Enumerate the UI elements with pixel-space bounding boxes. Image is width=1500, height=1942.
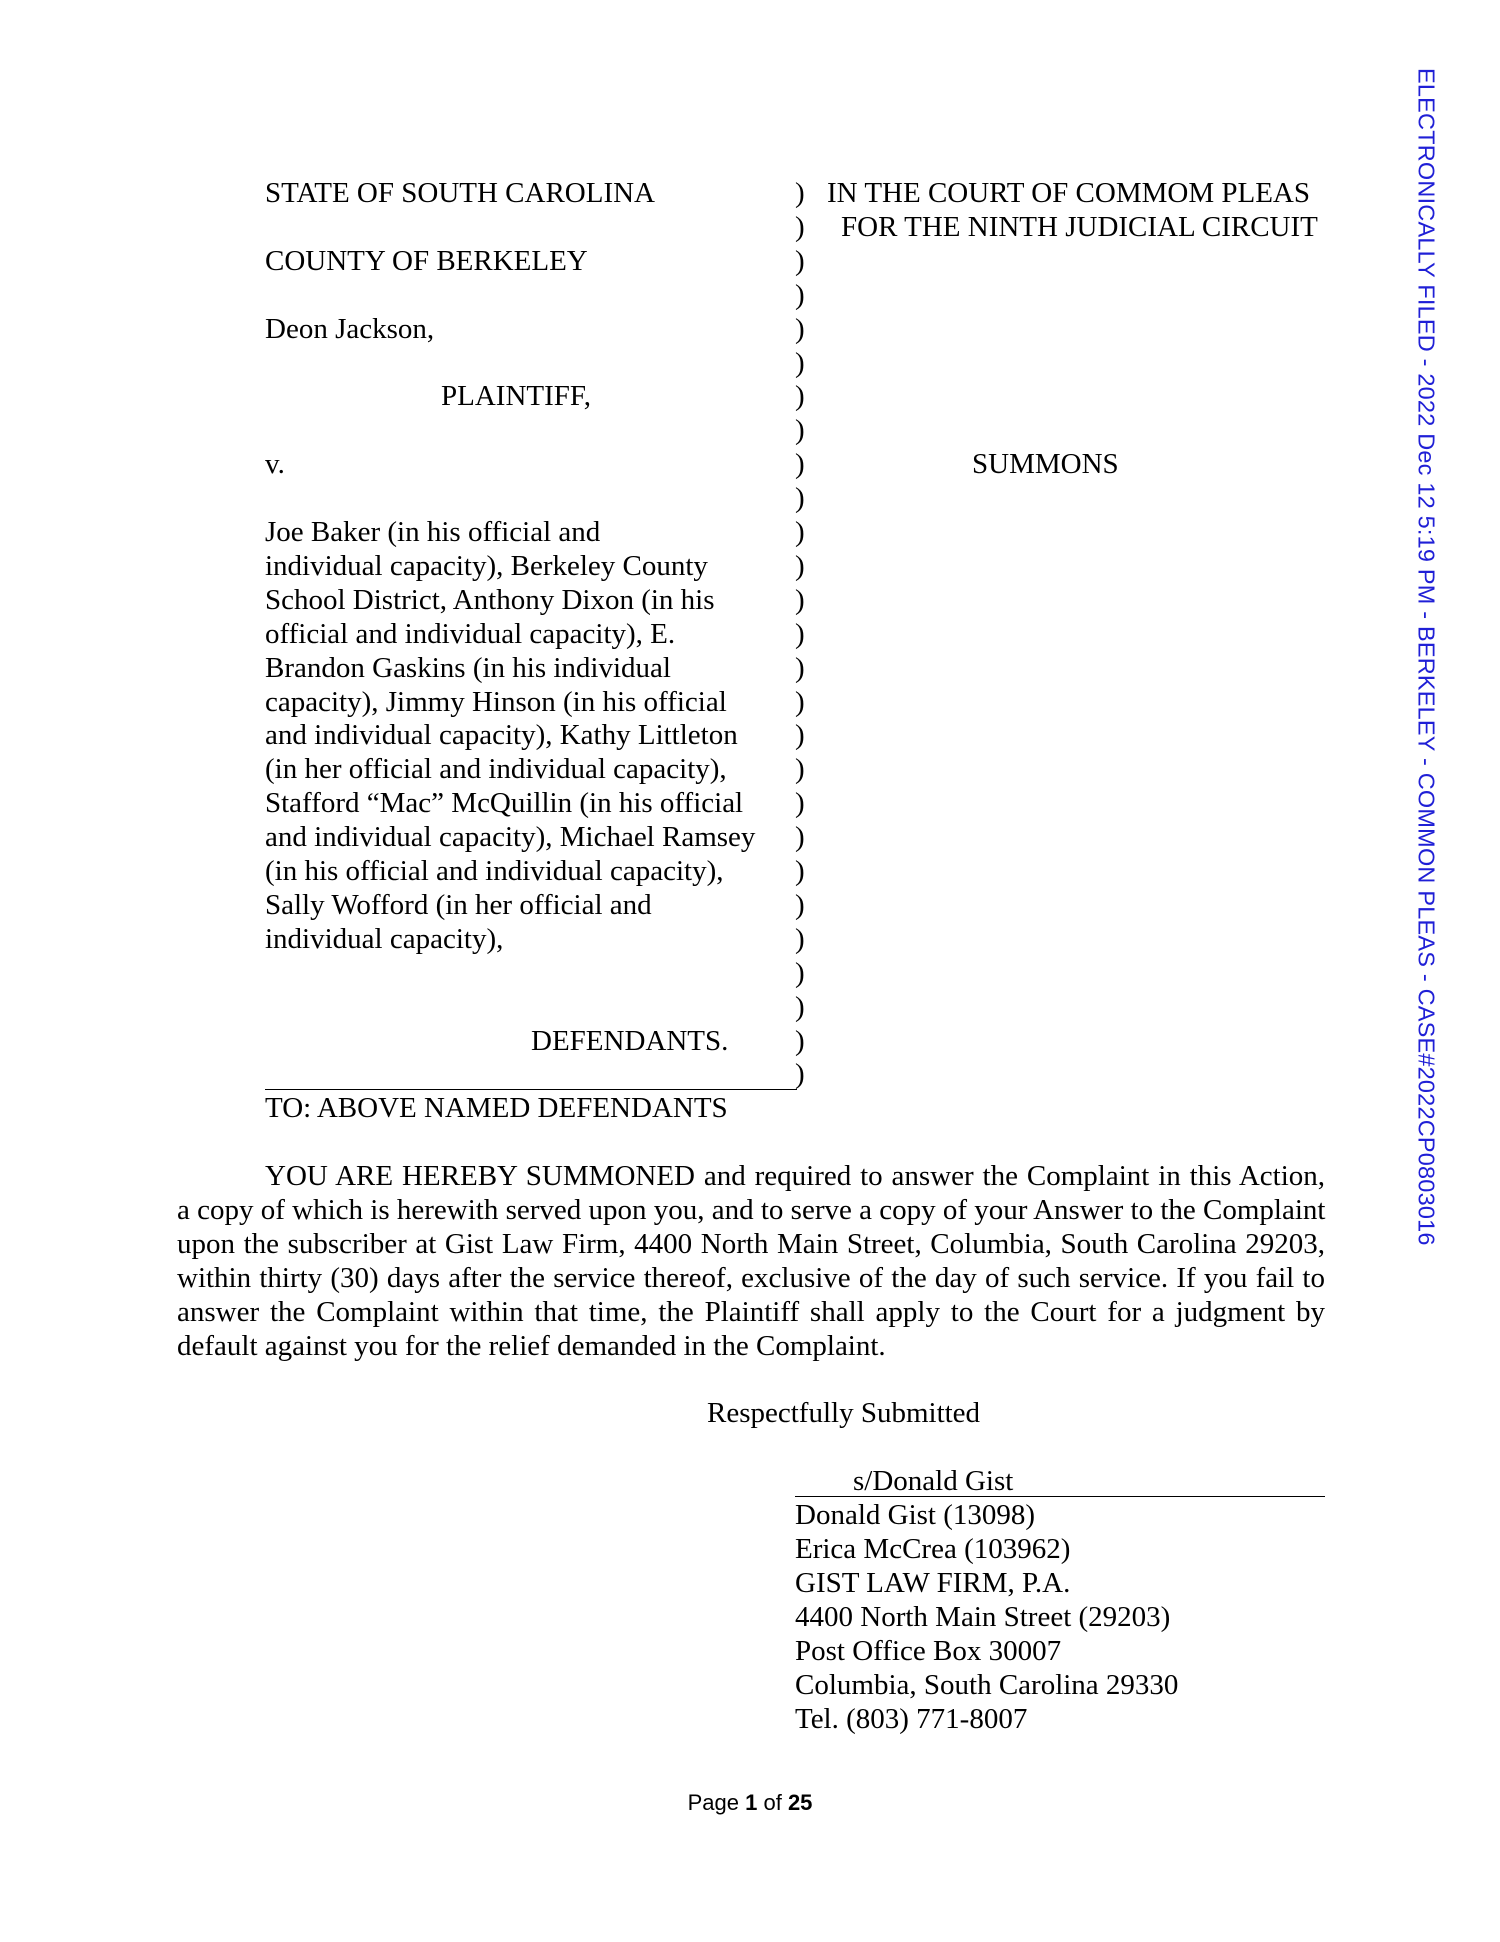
paren-mark: ) xyxy=(795,855,805,887)
attorney-info-line: GIST LAW FIRM, P.A. xyxy=(795,1566,1071,1599)
caption-divider xyxy=(265,1089,797,1090)
paren-mark: ) xyxy=(795,821,805,854)
paren-mark: ) xyxy=(795,380,805,413)
defendant-line: (in his official and individual capacity), xyxy=(265,855,724,887)
paren-mark: ) xyxy=(795,549,805,582)
paren-mark: ) xyxy=(795,753,805,786)
defendant-line: Joe Baker (in his official and xyxy=(265,516,601,548)
addressee: TO: ABOVE NAMED DEFENDANTS xyxy=(265,1092,728,1125)
plaintiff-label: PLAINTIFF, xyxy=(441,380,591,413)
page-word: Page xyxy=(687,1790,739,1815)
defendant-line: and individual capacity), Michael Ramsey xyxy=(265,821,756,854)
defendant-line: Sally Wofford (in her official and xyxy=(265,888,652,921)
paren-mark: ) xyxy=(795,719,805,752)
electronic-filing-stamp: ELECTRONICALLY FILED - 2022 Dec 12 5:19 PM - BERKELEY - COMMON PLEAS - CASE#2022CP0803016 xyxy=(1413,68,1440,1246)
total-pages: 25 xyxy=(787,1790,813,1815)
paren-mark: ) xyxy=(795,312,805,345)
paren-mark: ) xyxy=(795,990,805,1023)
defendant-line: School District, Anthony Dixon (in his xyxy=(265,583,715,616)
defendant-line: Brandon Gaskins (in his individual xyxy=(265,651,671,684)
paren-mark: ) xyxy=(795,244,805,277)
court-circuit: FOR THE NINTH JUDICIAL CIRCUIT xyxy=(841,210,1318,243)
attorney-info-line: Post Office Box 30007 xyxy=(795,1634,1062,1667)
closing: Respectfully Submitted xyxy=(707,1397,981,1430)
attorney-info-line: 4400 North Main Street (29203) xyxy=(795,1600,1171,1633)
attorney-info-line: Erica McCrea (103962) xyxy=(795,1533,1071,1565)
plaintiff-name: Deon Jackson, xyxy=(265,312,435,345)
document-title: SUMMONS xyxy=(972,448,1119,481)
paren-mark: ) xyxy=(795,787,805,820)
state-heading: STATE OF SOUTH CAROLINA xyxy=(265,177,655,209)
attorney-info-line: Columbia, South Carolina 29330 xyxy=(795,1668,1179,1701)
paren-mark: ) xyxy=(795,210,805,243)
versus: v. xyxy=(265,448,285,481)
paren-mark: ) xyxy=(795,448,805,481)
paren-mark: ) xyxy=(795,177,805,209)
county-heading: COUNTY OF BERKELEY xyxy=(265,244,588,277)
body-line: answer the Complaint within that time, the Plaintiff shall apply to the Court for a judgment by xyxy=(177,1295,1325,1328)
paren-mark: ) xyxy=(795,1058,805,1091)
paren-mark: ) xyxy=(795,346,805,379)
court-name: IN THE COURT OF COMMOM PLEAS xyxy=(827,177,1311,209)
paren-mark: ) xyxy=(795,956,805,989)
defendant-line: capacity), Jimmy Hinson (in his official xyxy=(265,685,727,718)
signature-line xyxy=(795,1496,1325,1497)
current-page: 1 xyxy=(745,1790,758,1815)
paren-mark: ) xyxy=(795,1024,805,1057)
defendant-line: official and individual capacity), E. xyxy=(265,617,676,650)
page-number xyxy=(0,1790,1500,1816)
defendants-label: DEFENDANTS. xyxy=(531,1024,729,1057)
attorney-info-line: Tel. (803) 771-8007 xyxy=(795,1702,1028,1735)
of-word: of xyxy=(763,1790,782,1815)
body-line: default against you for the relief demanded in the Complaint. xyxy=(177,1329,886,1362)
paren-mark: ) xyxy=(795,617,805,650)
defendant-line: and individual capacity), Kathy Littleton xyxy=(265,719,738,752)
defendant-line: individual capacity), xyxy=(265,922,504,955)
paren-mark: ) xyxy=(795,651,805,684)
paren-mark: ) xyxy=(795,278,805,311)
paren-mark: ) xyxy=(795,583,805,616)
body-line: within thirty (30) days after the service thereof, exclusive of the day of such service. If you fail to xyxy=(177,1261,1325,1294)
paren-mark: ) xyxy=(795,922,805,955)
defendant-line: individual capacity), Berkeley County xyxy=(265,549,708,582)
paren-mark: ) xyxy=(795,516,805,548)
body-line: upon the subscriber at Gist Law Firm, 4400 North Main Street, Columbia, South Carolina 29203, xyxy=(177,1227,1325,1260)
paren-mark: ) xyxy=(795,482,805,515)
body-line: a copy of which is herewith served upon you, and to serve a copy of your Answer to the Complaint xyxy=(177,1194,1326,1226)
paren-mark: ) xyxy=(795,414,805,447)
body-line: YOU ARE HEREBY SUMMONED and required to answer the Complaint in this Action, xyxy=(265,1160,1325,1193)
attorney-info-line: Donald Gist (13098) xyxy=(795,1499,1036,1532)
defendant-line: Stafford “Mac” McQuillin (in his official xyxy=(265,787,744,820)
paren-mark: ) xyxy=(795,685,805,718)
e-signature: s/Donald Gist xyxy=(853,1465,1014,1498)
defendant-line: (in her official and individual capacity), xyxy=(265,753,727,786)
paren-mark: ) xyxy=(795,888,805,921)
